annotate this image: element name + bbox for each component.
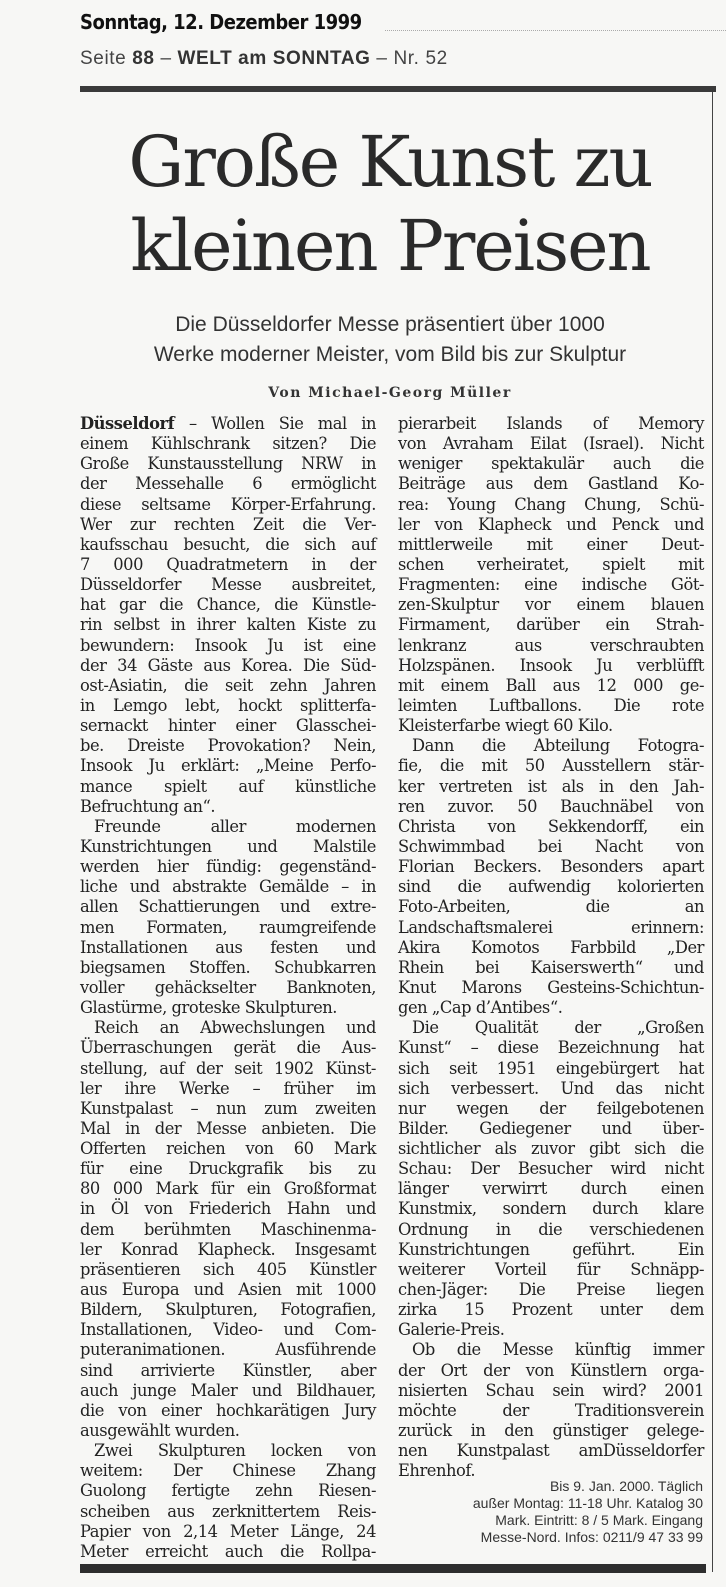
text-line: mit einem Ball aus 12 000 ge- (398, 675, 704, 695)
text-line: Kunstrichtungen geführt. Ein (398, 1239, 704, 1259)
text-line: 80 000 Mark für ein Großformat (80, 1179, 376, 1199)
text-line: 7 000 Quadratmetern in der (80, 554, 376, 574)
text-line: ler Konrad Klapheck. Insgesamt (80, 1239, 376, 1259)
text-line: Landschaftsmalerei erinnern: (398, 917, 704, 937)
text-line: zirka 15 Prozent unter dem (398, 1300, 704, 1320)
info-line: außer Montag: 11-18 Uhr. Katalog 30 (472, 1495, 703, 1511)
text-line: fie, die mit 50 Ausstellern stär- (398, 756, 704, 776)
text-line: Kunstmix, sondern durch klare (398, 1199, 704, 1219)
text-line: der 34 Gäste aus Korea. Die Süd- (80, 655, 376, 675)
text-line: ker vertreten ist als in den Jah- (398, 776, 704, 796)
text-line: Meter erreicht auch die Rollpa- (80, 1541, 376, 1561)
text-line: Akira Komotos Farbbild „Der (398, 937, 704, 957)
text-line: der Messehalle 6 ermöglicht (80, 474, 376, 494)
text-line: nisierten Schau sein wird? 2001 (398, 1380, 704, 1400)
text-line: Wer zur rechten Zeit die Ver- (80, 514, 376, 534)
text-line: sich verbessert. Und das nicht (398, 1078, 704, 1098)
subtitle (80, 310, 700, 370)
page-number: 88 (132, 48, 155, 69)
text-line: biegsamen Stoffen. Schubkarren (80, 957, 376, 977)
text-line: Kunstpalast – nun zum zweiten (80, 1098, 376, 1118)
article-paragraph (80, 414, 376, 817)
text-line: für eine Druckgrafik bis zu (80, 1159, 376, 1179)
text-line: Mal in der Messe anbieten. Die (80, 1118, 376, 1138)
text-line: in Lemgo lebt, hockt splitterfa- (80, 695, 376, 715)
text-line: Insook Ju erklärt: „Meine Perfo- (80, 756, 376, 776)
article-paragraph (80, 1441, 376, 1562)
text-line: nur wegen der feilgebotenen (398, 1098, 704, 1118)
text-line: Reich an Abwechslungen und (94, 1018, 376, 1038)
article-paragraph (398, 414, 704, 736)
text-line: be. Dreiste Provokation? Nein, (80, 736, 376, 756)
text-line: Schau: Der Besucher wird nicht (398, 1159, 704, 1179)
top-rule (80, 86, 716, 92)
text-line: weiterer Vorteil für Schnäpp- (398, 1259, 704, 1279)
text-line: sich seit 1951 eingebürgert hat (398, 1058, 704, 1078)
text-line: Holzspänen. Insook Ju verblüfft (398, 655, 704, 675)
text-line: Düsseldorf – Wollen Sie mal in (80, 414, 376, 433)
info-line: Mark. Eintritt: 8 / 5 Mark. Eingang (495, 1512, 703, 1528)
dotted-divider (385, 30, 726, 31)
subtitle-line: Werke moderner Meister, vom Bild bis zur Skulptur (153, 343, 627, 366)
text-line: men Formaten, raumgreifende (80, 917, 376, 937)
subtitle-line: Die Düsseldorfer Messe präsentiert über 1000 (175, 313, 605, 336)
publication-name: WELT am SONNTAG (177, 48, 371, 69)
text-line: Ehrenhof. (398, 1461, 476, 1481)
text-line: ler ihre Werke – früher im (80, 1078, 376, 1098)
text-line: Dann die Abteilung Fotogra- (412, 736, 704, 756)
text-line: bewundern: Insook Ju ist eine (80, 635, 376, 655)
text-line: werden hier fündig: gegenständ- (80, 857, 376, 877)
byline: Von Michael-Georg Müller (268, 385, 512, 401)
text-line: Guolong fertigte zehn Riesen- (80, 1481, 376, 1501)
issue-date: Sonntag, 12. Dezember 1999 (80, 10, 362, 34)
text-line: Kunstrichtungen und Malstile (80, 836, 376, 856)
text-line: mance spielt auf künstliche (80, 776, 376, 796)
separator: – (376, 48, 388, 69)
article-paragraph (80, 817, 376, 1018)
text-line: Florian Beckers. Besonders apart (398, 857, 704, 877)
text-line: Knut Marons Gesteins-Schichtun- (398, 977, 704, 997)
text-line: präsentieren sich 405 Künstler (80, 1259, 376, 1279)
text-line: ausgewählt wurden. (80, 1421, 240, 1441)
article-paragraph (80, 1018, 376, 1441)
text-line: ler von Klapheck und Penck und (398, 514, 704, 534)
page-prefix: Seite (80, 48, 127, 69)
text-line: lenkranz aus verschraubten (398, 635, 704, 655)
text-line: Kunst“ – diese Bezeichnung hat (398, 1038, 704, 1058)
text-line: Offerten reichen von 60 Mark (80, 1139, 376, 1159)
text-line: Beiträge aus dem Gastland Ko- (398, 474, 704, 494)
text-line: mittlerweile mit einer Deut- (398, 534, 704, 554)
text-line: Ob die Messe künftig immer (412, 1340, 704, 1360)
text-line: Bildern, Skulpturen, Fotografien, (80, 1300, 376, 1320)
text-line: Düsseldorfer Messe ausbreitet, (80, 575, 376, 595)
text-line: pierarbeit Islands of Memory (398, 414, 704, 433)
text-line: Firmament, darüber ein Strah- (398, 615, 704, 635)
text-line: diese seltsame Körper-Erfahrung. (80, 494, 376, 514)
text-line: allen Schattierungen und extre- (80, 897, 376, 917)
text-line: Galerie-Preis. (398, 1320, 505, 1340)
article-paragraph (398, 1018, 704, 1340)
text-line: leimten Luftballons. Die rote (398, 695, 704, 715)
text-line: rea: Young Chang Chung, Schü- (398, 494, 704, 514)
text-line: Die Qualität der „Großen (412, 1018, 704, 1038)
dateline-location: Düsseldorf (80, 414, 190, 433)
separator: – (160, 48, 172, 69)
article-paragraph (398, 1340, 704, 1481)
text-line: Rhein bei Kaiserswerth“ und (398, 957, 704, 977)
bottom-rule (80, 1564, 706, 1573)
text-line: weitem: Der Chinese Zhang (80, 1461, 376, 1481)
issue-number: Nr. 52 (393, 48, 448, 69)
text-line: Christa von Sekkendorff, ein (398, 816, 704, 836)
text-line: von Avraham Eilat (Israel). Nicht (398, 434, 704, 454)
text-line: aus Europa und Asien mit 1000 (80, 1280, 376, 1300)
text-line: rin selbst in ihrer kalten Kiste zu (80, 615, 376, 635)
text-line: liche und abstrakte Gemälde – in (80, 877, 376, 897)
text-line: Papier von 2,14 Meter Länge, 24 (80, 1521, 376, 1541)
text-line: Große Kunstausstellung NRW in (80, 454, 376, 474)
text-line: Überraschungen gerät die Aus- (80, 1038, 376, 1058)
text-line: länger verwirrt durch einen (398, 1179, 704, 1199)
text-line: sernackt hinter einer Glasschei- (80, 716, 376, 736)
headline (80, 120, 700, 288)
text-line: zurück in den günstiger gelege- (398, 1421, 704, 1441)
text-line: Installationen, Video- und Com- (80, 1320, 376, 1340)
text-line: der Ort der von Künstlern orga- (398, 1360, 704, 1380)
text-line: zen-Skulptur vor einem blauen (398, 595, 704, 615)
text-line: kaufsschau besucht, die sich auf (80, 534, 376, 554)
text-line: Glastürme, groteske Skulpturen. (80, 998, 338, 1018)
text-line: ost-Asiatin, die seit zehn Jahren (80, 675, 376, 695)
text-line: chen-Jäger: Die Preise liegen (398, 1280, 704, 1300)
text-line: stellung, auf der seit 1902 Künst- (80, 1058, 376, 1078)
right-rule (712, 92, 713, 1572)
text-line: einem Kühlschrank sitzen? Die (80, 434, 376, 454)
text-line: auch junge Maler und Bildhauer, (80, 1380, 376, 1400)
event-info-box (400, 1478, 703, 1546)
info-line: Bis 9. Jan. 2000. Täglich (549, 1478, 703, 1494)
text-line: Befruchtung an“. (80, 796, 216, 816)
text-line: Installationen aus festen und (80, 937, 376, 957)
text-line: scheiben aus zerknittertem Reis- (80, 1501, 376, 1521)
text-line: Fragmenten: eine indische Göt- (398, 575, 704, 595)
article-column-2 (398, 414, 704, 1481)
text-line: in Öl von Friederich Hahn und (80, 1199, 376, 1219)
text-line: Zwei Skulpturen locken von (94, 1441, 376, 1461)
text-line: ren zuvor. 50 Bauchnäbel von (398, 796, 704, 816)
text-line: weniger spektakulär auch die (398, 454, 704, 474)
page-info (80, 48, 448, 70)
text-line: Kleisterfarbe wiegt 60 Kilo. (398, 716, 613, 736)
text-line: hat gar die Chance, die Künstle- (80, 595, 376, 615)
text-line: die von einer hochkarätigen Jury (80, 1400, 376, 1420)
text-line: möchte der Traditionsverein (398, 1400, 704, 1420)
text-line: Foto-Arbeiten, die an (398, 897, 704, 917)
text-line: voller gehäckselter Banknoten, (80, 977, 376, 997)
text-line: sind arrivierte Künstler, aber (80, 1360, 376, 1380)
text-line: puteranimationen. Ausführende (80, 1340, 376, 1360)
text-line: Schwimmbad bei Nacht von (398, 836, 704, 856)
article-column-1 (80, 414, 376, 1562)
text-line: sichtlicher als zuvor gibt sich die (398, 1139, 704, 1159)
text-line: schen verheiratet, spielt mit (398, 554, 704, 574)
info-line: Messe-Nord. Infos: 0211/9 47 33 99 (480, 1529, 703, 1545)
text-line: Ordnung in die verschiedenen (398, 1219, 704, 1239)
headline-line: kleinen Preisen (130, 205, 650, 287)
text-line: sind die aufwendig kolorierten (398, 877, 704, 897)
text-line: dem berühmten Maschinenma- (80, 1219, 376, 1239)
text-line: Freunde aller modernen (94, 816, 376, 836)
headline-line: Große Kunst zu (128, 121, 652, 203)
text-line: nen Kunstpalast amDüsseldorfer (398, 1441, 704, 1461)
article-paragraph (398, 736, 704, 1018)
text-line: Bilder. Gediegener und über- (398, 1118, 704, 1138)
text-line: gen „Cap d’Antibes“. (398, 998, 563, 1018)
